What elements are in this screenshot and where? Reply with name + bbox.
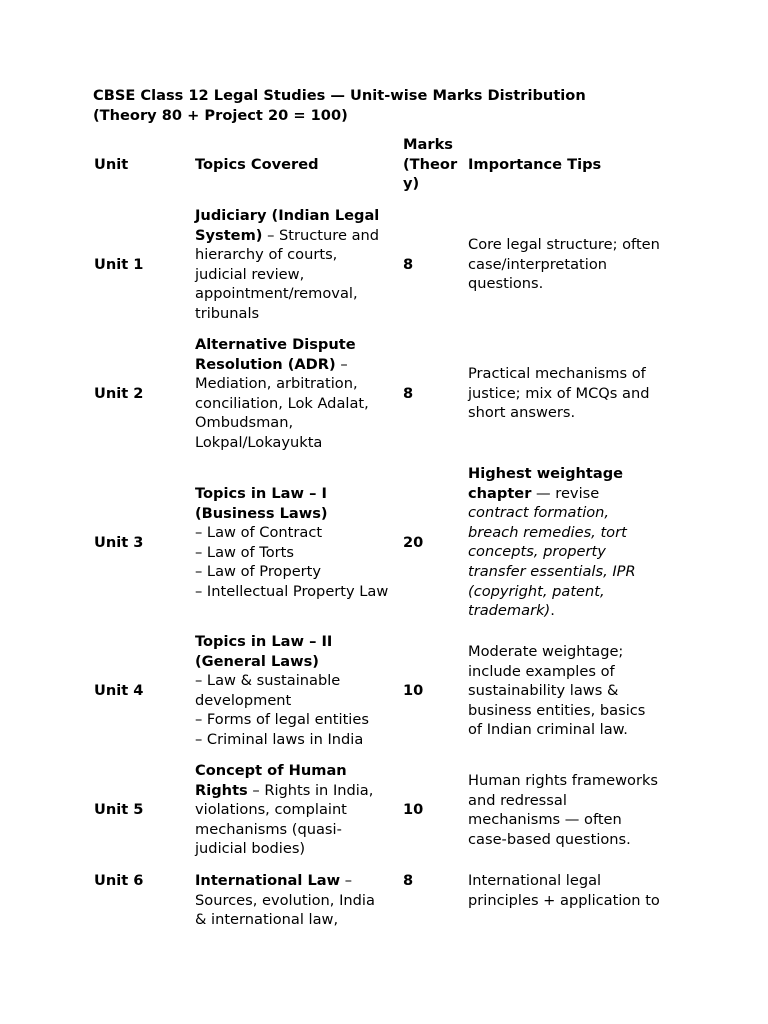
- tips-line: contract formation,: [468, 504, 610, 522]
- tips-line: International legal: [468, 872, 602, 889]
- topic-line: appointment/removal,: [195, 285, 358, 303]
- topic-text: – Rights in India,: [247, 781, 374, 799]
- tips-line: business entities, basics: [468, 701, 646, 719]
- topic-line: – Law & sustainable: [195, 672, 341, 690]
- topic-line: – Forms of legal entities: [195, 711, 369, 729]
- topic-heading: Alternative Dispute: [195, 336, 356, 353]
- topic-line: – Law of Property: [195, 563, 322, 581]
- tips-line: Core legal structure; often: [468, 236, 660, 253]
- tips-line: include examples of: [468, 662, 615, 680]
- unit-label: Unit 3: [94, 534, 144, 551]
- tips-line: Human rights frameworks: [468, 772, 658, 789]
- unit-label: Unit 2: [94, 385, 144, 402]
- unit-label: Unit 1: [94, 256, 144, 273]
- header-marks-line-3: y): [403, 175, 420, 193]
- tips-cell: [468, 871, 683, 910]
- topic-line: Ombudsman,: [195, 414, 294, 432]
- topic-line: conciliation, Lok Adalat,: [195, 394, 369, 412]
- topic-heading: Concept of Human: [195, 762, 347, 779]
- tips-cell: [468, 642, 683, 740]
- topic-heading: Topics in Law – II: [195, 633, 333, 650]
- marks-value: 10: [403, 682, 424, 699]
- title-line-1: CBSE Class 12 Legal Studies — Unit-wise Marks Distribution: [93, 87, 586, 104]
- topic-line: Lokpal/Lokayukta: [195, 433, 323, 451]
- unit-label: Unit 4: [94, 682, 144, 699]
- topic-heading: Topics in Law – I: [195, 485, 327, 502]
- marks-value: 20: [403, 534, 424, 551]
- topic-heading: (Business Laws): [195, 504, 328, 522]
- tips-text: — revise: [531, 484, 600, 502]
- tips-heading: Highest weightage: [468, 465, 624, 482]
- marks-value: 8: [403, 256, 414, 273]
- topic-line: – Criminal laws in India: [195, 730, 364, 748]
- topic-line: hierarchy of courts,: [195, 246, 338, 264]
- header-unit: Unit: [94, 156, 129, 173]
- topic-cell: [195, 206, 400, 324]
- header-marks-line-2: (Theor: [403, 155, 458, 173]
- topic-heading: System): [195, 226, 263, 244]
- tips-cell: [468, 771, 683, 849]
- title-line-2: (Theory 80 + Project 20 = 100): [93, 106, 348, 124]
- topic-line: judicial review,: [195, 265, 305, 283]
- tips-line: of Indian criminal law.: [468, 721, 628, 739]
- header-marks-line-1: Marks: [403, 136, 453, 153]
- marks-value: 8: [403, 872, 414, 889]
- topic-line: tribunals: [195, 304, 260, 322]
- tips-line: transfer essentials, IPR: [468, 562, 636, 580]
- topic-heading: Rights: [195, 781, 248, 799]
- topic-cell: [195, 871, 400, 930]
- tips-heading: chapter: [468, 484, 532, 502]
- topic-cell: [195, 484, 400, 602]
- topic-heading: (General Laws): [195, 652, 319, 670]
- topic-heading: Judiciary (Indian Legal: [195, 207, 380, 224]
- topic-cell: [195, 335, 400, 453]
- tips-line: justice; mix of MCQs and: [468, 384, 650, 402]
- tips-line: principles + application to: [468, 891, 660, 909]
- tips-line: questions.: [468, 275, 544, 293]
- tips-line: case/interpretation: [468, 255, 608, 273]
- topic-line: Sources, evolution, India: [195, 891, 375, 909]
- tips-cell: [468, 235, 683, 294]
- topic-line: – Law of Contract: [195, 524, 323, 542]
- tips-line: mechanisms — often: [468, 811, 622, 829]
- tips-line: case-based questions.: [468, 830, 631, 848]
- tips-line: concepts, property: [468, 543, 606, 561]
- tips-line: (copyright, patent,: [468, 582, 605, 600]
- tips-cell: [468, 464, 683, 621]
- topic-line: judicial bodies): [195, 840, 306, 858]
- topic-line: – Law of Torts: [195, 543, 294, 561]
- topic-line: mechanisms (quasi-: [195, 820, 342, 838]
- document-title: [93, 86, 693, 125]
- tips-line: Moderate weightage;: [468, 643, 624, 660]
- topic-heading: Resolution (ADR): [195, 355, 336, 373]
- header-tips: Importance Tips: [468, 156, 602, 173]
- topic-text: –: [340, 872, 353, 889]
- topic-line: Mediation, arbitration,: [195, 375, 358, 393]
- tips-text: .: [550, 602, 555, 620]
- unit-label: Unit 5: [94, 801, 144, 818]
- header-marks: [403, 135, 461, 194]
- tips-line: breach remedies, tort: [468, 523, 627, 541]
- topic-line: development: [195, 691, 292, 709]
- tips-line: sustainability laws &: [468, 682, 619, 700]
- topic-line: violations, complaint: [195, 801, 347, 819]
- marks-value: 10: [403, 801, 424, 818]
- tips-line: Practical mechanisms of: [468, 365, 646, 382]
- marks-value: 8: [403, 385, 414, 402]
- tips-cell: [468, 364, 683, 423]
- topic-heading: International Law: [195, 872, 341, 889]
- topic-cell: [195, 632, 400, 750]
- topic-cell: [195, 761, 400, 859]
- tips-line: and redressal: [468, 791, 567, 809]
- tips-line: short answers.: [468, 404, 576, 422]
- unit-label: Unit 6: [94, 872, 144, 889]
- topic-line: & international law,: [195, 911, 339, 929]
- header-topics: Topics Covered: [195, 156, 319, 173]
- topic-line: – Intellectual Property Law: [195, 582, 389, 600]
- topic-text: – Structure and: [262, 226, 380, 244]
- tips-line: trademark): [468, 602, 551, 620]
- topic-text: –: [335, 355, 348, 373]
